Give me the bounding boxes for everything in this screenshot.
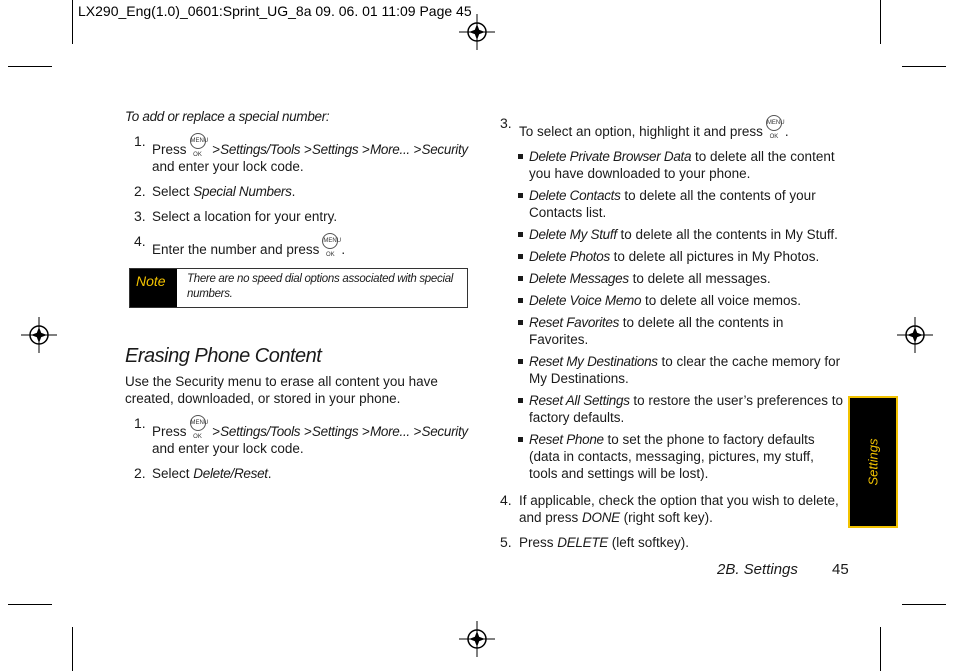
list-item bbox=[518, 248, 845, 265]
menu-separator: > bbox=[358, 142, 370, 157]
menu-separator: > bbox=[300, 142, 312, 157]
registration-mark-icon bbox=[897, 317, 933, 353]
step-item bbox=[500, 534, 845, 551]
options-list bbox=[518, 148, 845, 482]
ok-key-icon: MENU OK bbox=[190, 415, 206, 431]
step-item bbox=[500, 115, 845, 140]
list-item bbox=[518, 270, 845, 287]
step-number: 3. bbox=[500, 115, 512, 131]
step-item bbox=[500, 492, 845, 526]
side-tab-label: Settings bbox=[865, 438, 881, 486]
crop-mark bbox=[902, 604, 946, 605]
crop-mark bbox=[8, 66, 52, 67]
side-tab bbox=[848, 396, 898, 528]
step-text: Press bbox=[519, 535, 558, 550]
crop-mark bbox=[880, 0, 881, 44]
option-term: Delete Private Browser Data bbox=[529, 149, 692, 164]
step-number: 3. bbox=[134, 208, 146, 224]
step-number: 2. bbox=[134, 183, 146, 199]
step-number: 1. bbox=[134, 133, 146, 149]
step-text: (right soft key). bbox=[619, 510, 713, 525]
option-term: Reset My Destinations bbox=[529, 354, 658, 369]
list-item bbox=[518, 148, 845, 182]
menu-path: Settings bbox=[311, 424, 359, 439]
step-number: 2. bbox=[134, 465, 146, 481]
option-term: Delete Voice Memo bbox=[529, 293, 642, 308]
list-item bbox=[518, 392, 845, 426]
step-item bbox=[125, 415, 470, 457]
option-term: Reset Favorites bbox=[529, 315, 620, 330]
step-number: 4. bbox=[500, 492, 512, 508]
step-text: Press bbox=[152, 142, 187, 157]
softkey-label: DELETE bbox=[557, 535, 608, 550]
registration-mark-icon bbox=[21, 317, 57, 353]
print-header: LX290_Eng(1.0)_0601:Sprint_UG_8a 09. 06. 01 11:09 Page 45 bbox=[78, 3, 472, 19]
ok-key-icon: MENU OK bbox=[766, 115, 782, 131]
step-item bbox=[125, 183, 470, 200]
crop-mark bbox=[72, 627, 73, 671]
menu-path: Settings/Tools bbox=[220, 142, 301, 157]
list-item bbox=[518, 314, 845, 348]
step-text: . bbox=[267, 466, 272, 481]
right-column bbox=[500, 115, 845, 559]
option-description: to delete all the content you have downloaded to your phone. bbox=[529, 149, 835, 181]
option-term: Delete Messages bbox=[529, 271, 629, 286]
list-item bbox=[518, 431, 845, 482]
menu-path: More... bbox=[369, 424, 410, 439]
footer-section-name: 2B. Settings bbox=[717, 561, 798, 578]
step-text: If applicable, check the option that you wish to delete, and press bbox=[519, 493, 839, 525]
option-description: to restore the user’s preferences to factory defaults. bbox=[529, 393, 844, 425]
option-description: to delete all the contents in My Stuff. bbox=[616, 227, 838, 242]
step-text: (left softkey). bbox=[607, 535, 690, 550]
section-paragraph: Use the Security menu to erase all content you have created, downloaded, or stored in your phone. bbox=[125, 374, 438, 406]
menu-path: More... bbox=[369, 142, 410, 157]
option-description: to delete all messages. bbox=[628, 271, 771, 286]
crop-mark bbox=[72, 0, 73, 44]
option-term: Reset Phone bbox=[529, 432, 604, 447]
step-text: Select bbox=[152, 184, 194, 199]
option-description: to delete all the contents in Favorites. bbox=[529, 315, 784, 347]
option-term: Delete Contacts bbox=[529, 188, 621, 203]
step-text: Select bbox=[152, 466, 194, 481]
option-description: to set the phone to factory defaults (data in contacts, messaging, pictures, my stuff, tools and settings will be lost). bbox=[529, 432, 815, 481]
note-box bbox=[129, 268, 468, 308]
step-item bbox=[125, 233, 470, 258]
step-number: 4. bbox=[134, 233, 146, 249]
menu-separator: > bbox=[208, 424, 221, 439]
menu-separator: > bbox=[208, 142, 221, 157]
menu-path: Special Numbers bbox=[193, 184, 292, 199]
menu-separator: > bbox=[358, 424, 370, 439]
step-text: Enter the number and press bbox=[152, 242, 320, 257]
menu-path: Settings bbox=[311, 142, 359, 157]
option-description: to delete all the contents of your Contacts list. bbox=[529, 188, 816, 220]
menu-path: Delete/Reset bbox=[193, 466, 268, 481]
menu-separator: > bbox=[409, 142, 422, 157]
step-text: Press bbox=[152, 424, 187, 439]
footer-page-number: 45 bbox=[832, 561, 849, 578]
menu-path: Settings/Tools bbox=[220, 424, 301, 439]
step-text: . bbox=[291, 184, 296, 199]
step-text: and enter your lock code. bbox=[152, 159, 304, 174]
step-text: To select an option, highlight it and press bbox=[519, 124, 763, 139]
crop-mark bbox=[880, 627, 881, 671]
step-number: 5. bbox=[500, 534, 512, 550]
option-description: to delete all pictures in My Photos. bbox=[609, 249, 820, 264]
left-column bbox=[125, 108, 470, 490]
ok-key-icon: MENU OK bbox=[322, 233, 338, 249]
crop-mark bbox=[8, 604, 52, 605]
step-number: 1. bbox=[134, 415, 146, 431]
step-text: Select a location for your entry. bbox=[152, 209, 338, 224]
registration-mark-icon bbox=[459, 621, 495, 657]
list-item bbox=[518, 292, 845, 309]
menu-path: Security bbox=[421, 424, 468, 439]
list-item bbox=[518, 226, 845, 243]
list-item bbox=[518, 353, 845, 387]
list-item bbox=[518, 187, 845, 221]
step-item bbox=[125, 133, 470, 175]
option-term: Delete Photos bbox=[529, 249, 610, 264]
option-term: Reset All Settings bbox=[529, 393, 630, 408]
note-label: Note bbox=[130, 269, 177, 307]
step-item bbox=[125, 208, 470, 225]
step-text: . bbox=[341, 242, 346, 257]
step-text: . bbox=[784, 124, 789, 139]
note-text: There are no speed dial options associated with special numbers. bbox=[187, 273, 454, 300]
step-text: and enter your lock code. bbox=[152, 441, 304, 456]
softkey-label: DONE bbox=[582, 510, 620, 525]
intro-text: To add or replace a special number: bbox=[125, 109, 330, 124]
menu-separator: > bbox=[409, 424, 422, 439]
option-description: to clear the cache memory for My Destinations. bbox=[529, 354, 841, 386]
ok-key-icon: MENU OK bbox=[190, 133, 206, 149]
crop-mark bbox=[902, 66, 946, 67]
step-item bbox=[125, 465, 470, 482]
menu-path: Security bbox=[421, 142, 468, 157]
option-term: Delete My Stuff bbox=[529, 227, 617, 242]
option-description: to delete all voice memos. bbox=[641, 293, 802, 308]
menu-separator: > bbox=[300, 424, 312, 439]
registration-mark-icon bbox=[459, 14, 495, 50]
section-title: Erasing Phone Content bbox=[125, 345, 322, 367]
